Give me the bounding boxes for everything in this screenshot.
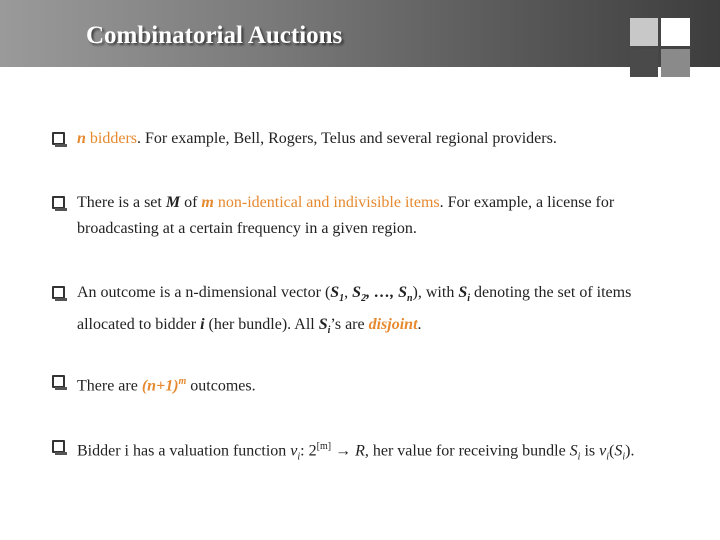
bullet-5-lead: Bidder i has a valuation function [77, 442, 291, 460]
bullet-4-rest: outcomes. [186, 377, 256, 395]
M-variable: M [165, 194, 181, 211]
outcome-count-exponent: m [178, 376, 187, 387]
v-variable-2: v [599, 442, 607, 460]
bidders-term: bidders [89, 130, 138, 147]
decor-square-dark [630, 49, 658, 77]
items-term: non-identical and indivisible items [213, 194, 440, 211]
S2-variable: S [352, 284, 362, 301]
bullet-1-rest: . For example, Bell, Rogers, Telus and several regional providers. [137, 130, 557, 147]
Sn-subscript: n [406, 293, 413, 305]
S-variable: S [569, 442, 578, 460]
bullet-5-is: is [580, 442, 600, 460]
S-variable-2: S [614, 442, 623, 460]
bullet-2-rest: . For example, a license for broadcasting at a certain frequency in a given region. [77, 194, 615, 237]
close-paren: ). [625, 442, 635, 460]
bullet-3-bundle: (her bundle). All [204, 316, 319, 334]
outcome-count-expr: (n+1) [141, 377, 179, 395]
checkbox-bullet-icon [52, 286, 65, 299]
decor-square-mid [661, 49, 690, 77]
checkbox-bullet-icon [52, 375, 65, 388]
S1-subscript: 1 [339, 293, 345, 305]
bullet-3-are: ’s are [330, 316, 369, 334]
i-variable: i [200, 316, 205, 334]
bullet-5 [52, 434, 672, 471]
bullet-2-text [77, 190, 672, 242]
bullet-3-with: ), with [412, 284, 459, 301]
period: . [417, 316, 422, 334]
v-variable: v [290, 442, 298, 460]
bullet-3-text [77, 280, 672, 344]
bullet-3-mid: denoting the set of items allocated to bidder [77, 284, 632, 334]
power-exponent: [m] [316, 441, 332, 452]
checkbox-bullet-icon [52, 440, 65, 453]
bullet-2-of: of [180, 194, 202, 211]
bullet-1 [52, 126, 672, 152]
m-variable: m [201, 194, 214, 211]
checkbox-bullet-icon [52, 132, 65, 145]
S1-variable: S [330, 284, 340, 301]
comma: , [344, 284, 353, 301]
bullet-4-lead: There are [77, 377, 142, 395]
S-subscript: i [577, 451, 581, 463]
decor-square-light [630, 18, 658, 46]
v-subscript: i [297, 451, 301, 463]
decor-square-white [661, 18, 690, 46]
v-subscript-2: i [606, 451, 610, 463]
slide-title: Combinatorial Auctions [86, 22, 343, 49]
title-bar [0, 0, 720, 67]
power-base: : 2 [300, 442, 317, 460]
Si-subscript: i [467, 293, 471, 305]
bullet-2 [52, 190, 672, 242]
S2-subscript: 2 [361, 293, 367, 305]
bullet-4 [52, 369, 672, 399]
S-subscript-2: i [622, 451, 626, 463]
n-variable: n [77, 130, 86, 147]
Si-variable-2: S [318, 316, 328, 334]
bullet-3 [52, 280, 672, 344]
checkbox-bullet-icon [52, 196, 65, 209]
R-variable: R [355, 442, 365, 460]
disjoint-term: disjoint [368, 316, 418, 334]
Si-variable: S [458, 284, 468, 301]
Si-subscript-2: i [327, 325, 331, 337]
bullet-4-text [77, 369, 672, 399]
bullet-3-lead: An outcome is a n-dimensional vector ( [77, 284, 331, 301]
bullet-2-lead: There is a set [77, 194, 166, 211]
bullet-5-mid: , her value for receiving bundle [364, 442, 570, 460]
open-paren: ( [609, 442, 615, 460]
bullet-1-text [77, 126, 672, 152]
ellipsis: , …, [366, 284, 399, 301]
Sn-variable: S [398, 284, 407, 301]
bullet-5-text [77, 434, 672, 471]
arrow: → [331, 442, 356, 460]
